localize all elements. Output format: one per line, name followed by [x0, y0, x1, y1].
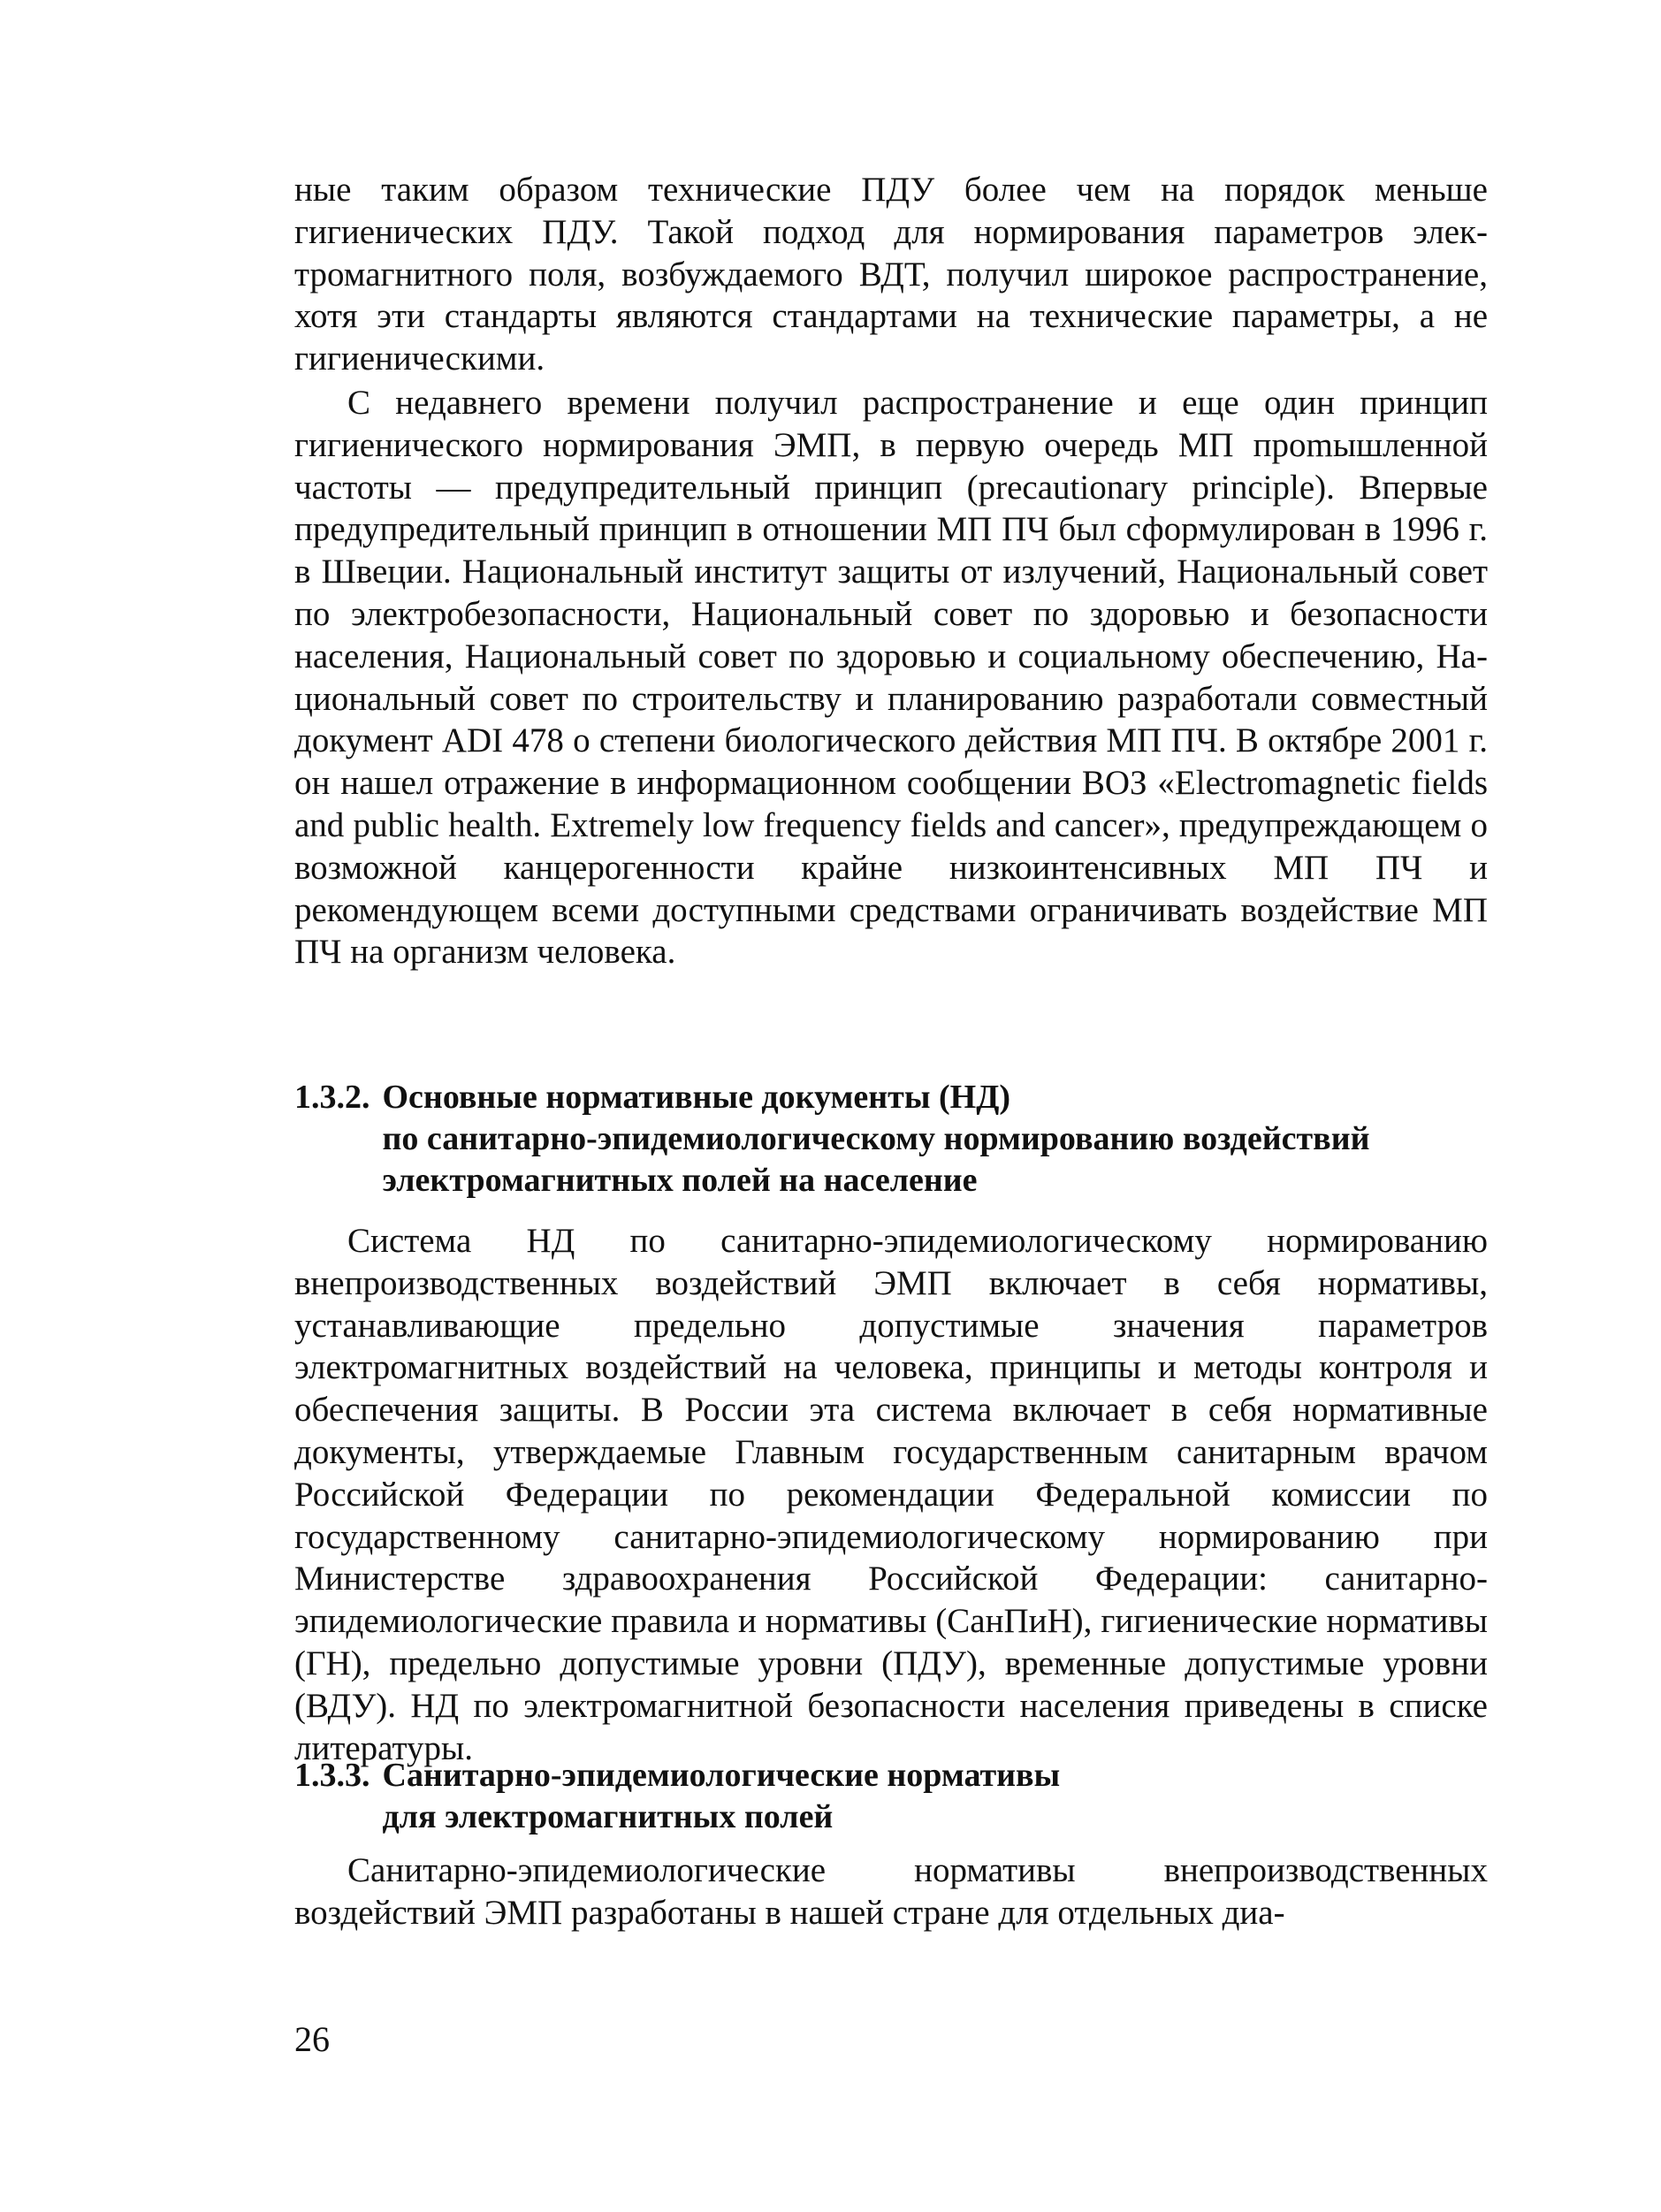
section-number: 1.3.2. [294, 1079, 370, 1116]
paragraph-continuation: ные таким образом технические ПДУ более чем на порядок меньше гигиенических ПДУ. Такой подход для нормирования параметров электромагнитного поля, возбуждаемого ВДТ, получил широкое распространение, хотя эти стандарты являются стандартами на технические параметры, а не гигиеническими. [294, 171, 1488, 378]
paragraph-precautionary-principle: С недавнего времени получил распространение и еще один принцип гигиенического нормирования ЭМП, в первую очередь МП проmышленной частоты — предупредительный принцип (precautionary principle). Впервые предупредительный принцип в отношении МП ПЧ был сформулирован в 1996 г. в Швеции. Национальный институт защиты от излучений, Национальный совет по электробезопасности, Национальный совет по здоровью и безопасности населения, Национальный совет по здоровью и социальному обеспечению, Национальный совет по строительству и планированию разработали совместный документ ADI 478 о степени биологического действия МП ПЧ. В октябре 2001 г. он нашел отражение в информационном сообщении ВОЗ «Electromagnetic fields and public health. Extremely low frequency fields and cancer», предупреждающем о возможной канцерогенности крайне низкоинтенсивных МП ПЧ и рекомендующем всеми доступными средствами ограничивать воздействие МП ПЧ на организм человека. [294, 384, 1488, 972]
section-title: Основные нормативные документы (НД) по санитарно-эпидемиологическому нормированию воздействий электромагнитных полей на население [382, 1079, 1370, 1199]
section-number: 1.3.3. [294, 1757, 370, 1794]
paragraph-nd-system: Система НД по санитарно-эпидемиологическому нормированию внепроизводственных воздействий ЭМП включает в себя нормативы, устанавливающие предельно допустимые значения параметров электромагнитных воздействий на человека, принципы и методы контроля и обеспечения защиты. В России эта система включает в себя нормативные документы, утверждаемые Главным государственным санитарным врачом Российской Федерации по рекомендации Федеральной комиссии по государственному санитарно-эпидемиологическому нормированию при Министерстве здравоохранения Российской Федерации: санитарно-эпидемиологические правила и нормативы (СанПиН), гигиенические нормативы (ГН), предельно допустимые уровни (ПДУ), временные допустимые уровни (ВДУ). НД по электромагнитной безопасности населения приведены в списке литературы. [294, 1222, 1488, 1767]
section-heading-1-3-3 [294, 1755, 1505, 1838]
section-heading-1-3-2 [294, 1077, 1505, 1201]
paragraph-sanitary-norms: Санитарно-эпидемиологические нормативы внепроизводственных воздействий ЭМП разработаны в нашей стране для отдельных диа- [294, 1851, 1488, 1932]
page-number: 26 [294, 2019, 330, 2059]
section-title: Санитарно-эпидемиологические нормативы для электромагнитных полей [382, 1757, 1061, 1835]
